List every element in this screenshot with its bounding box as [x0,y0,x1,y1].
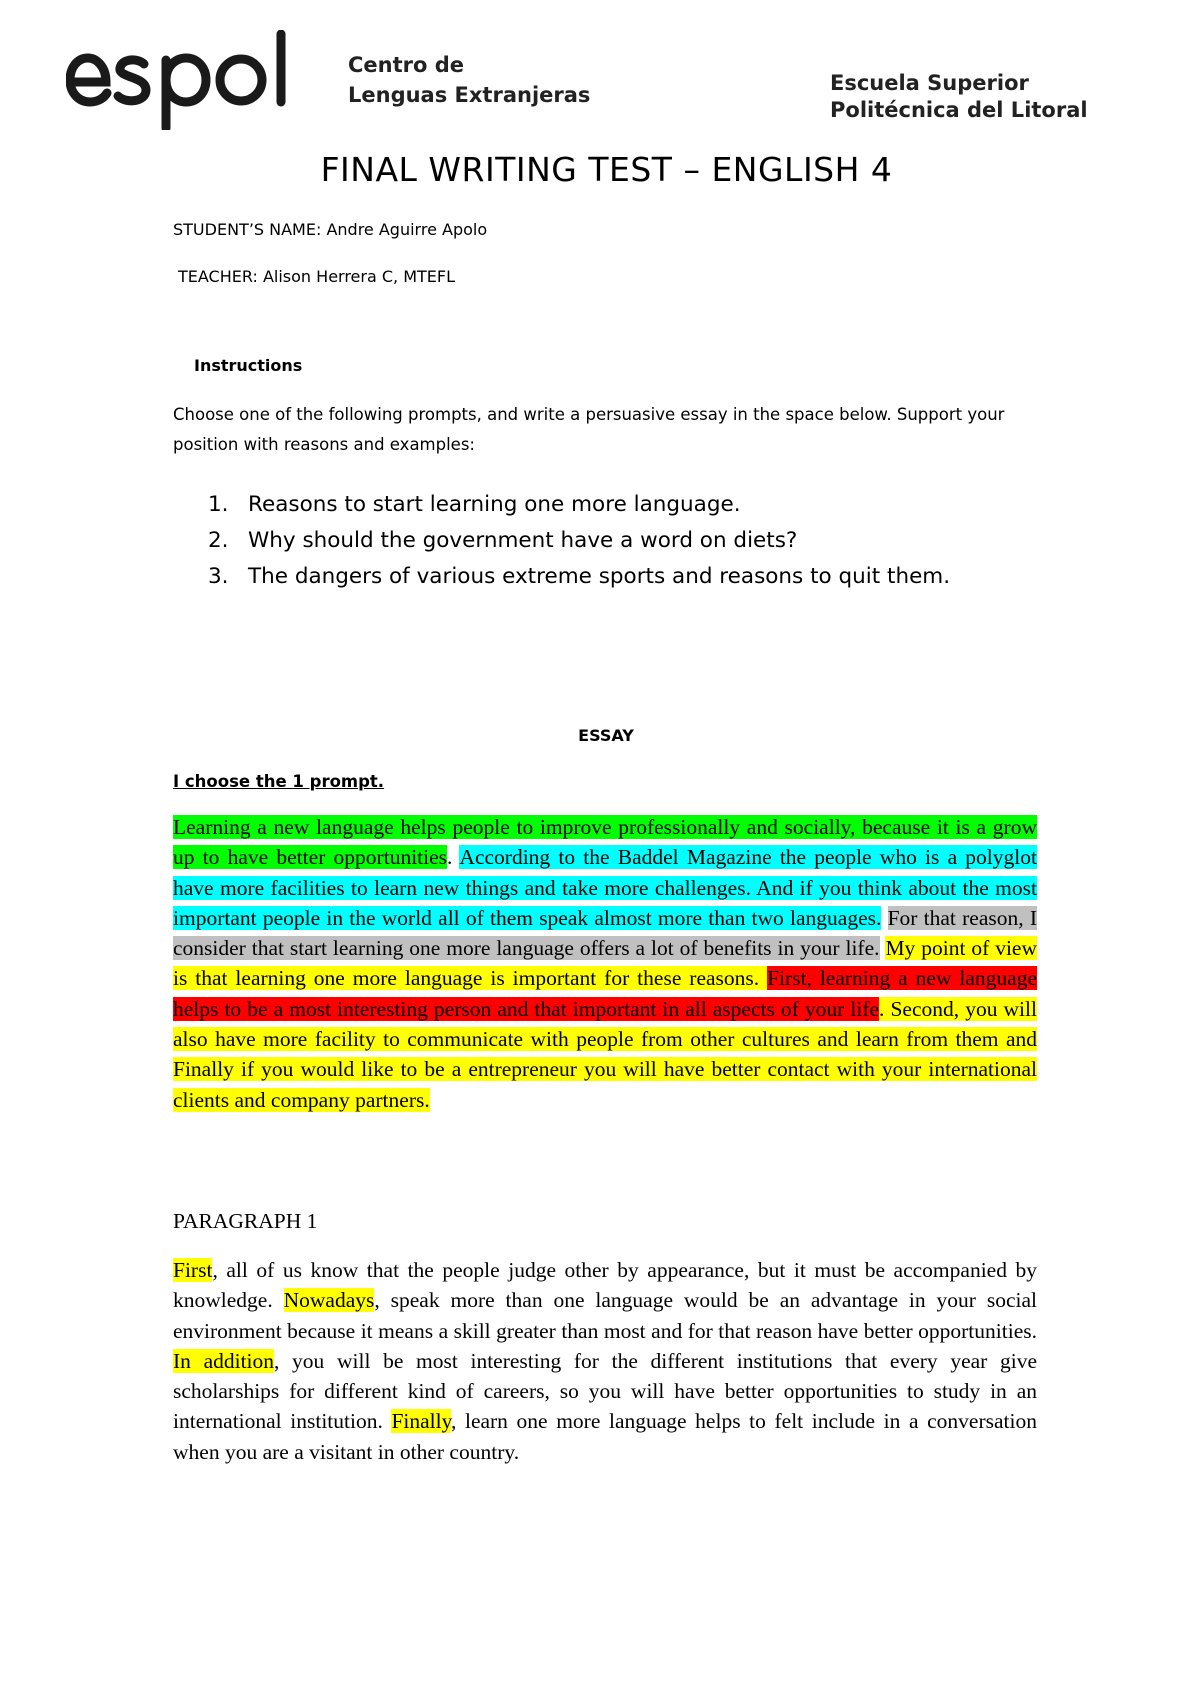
essay-segment: . [447,845,460,870]
prompt-number: 2. [208,528,229,553]
center-name [348,50,590,110]
essay-segment: Learning a new language helps people to improve professionally and socially, because it is a grow up to have better opportunities [173,815,1037,870]
prompt-choice: I choose the 1 prompt. [173,772,385,791]
instructions-heading: Instructions [194,356,303,375]
student-name-value: Andre Aguirre Apolo [326,220,488,239]
prompt-text: Reasons to start learning one more language. [248,492,741,517]
essay-segment: . Second, you will also have more facility to communicate with people from other cultures and learn from them and Finally if you would like to be a entrepreneur you will have better contact with your international clients and company partners. [173,996,1037,1112]
page-title: FINAL WRITING TEST – ENGLISH 4 [320,150,893,189]
school-name [830,70,1088,124]
paragraph-segment: , all of us know that the people judge other by appearance, but it must be accompanied by knowledge. [173,1258,1037,1313]
school-name-line2: Politécnica del Litoral [830,98,1088,122]
center-name-line1: Centro de [348,53,465,77]
essay-segment: My point of view is that learning one more language is important for these reasons. [173,936,1037,991]
essay-heading: ESSAY [578,726,634,745]
prompt-list [208,487,1088,595]
teacher-name [178,267,455,286]
espol-logo [66,30,296,130]
list-item [208,523,1088,559]
prompt-text: The dangers of various extreme sports and reasons to quit them. [248,564,951,589]
student-name [173,220,487,239]
prompt-number: 3. [208,564,229,589]
paragraph-segment: In addition [173,1348,275,1373]
teacher-value: Alison Herrera C, MTEFL [262,267,456,286]
paragraph-segment: , speak more than one language would be an advantage in your social environment because it means a skill greater than most and for that reason have better opportunities. [173,1288,1037,1343]
essay-segment: First, learning a new language helps to be a most interesting person and that important in all aspects of your life [173,966,1037,1021]
paragraph-segment: , learn one more language helps to felt include in a conversation when you are a visitant in other country. [173,1409,1037,1464]
paragraph-1 [173,1255,1037,1467]
school-name-line1: Escuela Superior [830,71,1029,95]
paragraph-segment: First [173,1258,213,1282]
essay-segment: According to the Baddel Magazine the people who is a polyglot have more facilities to learn new things and take more challenges. And if you think about the most important people in the world all of them speak almost more than two languages. [173,845,1037,930]
prompt-number: 1. [208,492,229,517]
essay-introduction [173,812,1037,1115]
paragraph-segment: Nowadays [283,1288,375,1313]
center-name-line2: Lenguas Extranjeras [348,83,591,107]
essay-segment: For that reason, I consider that start learning one more language offers a lot of benefits in your life. [173,905,1037,961]
instructions-text: Choose one of the following prompts, and write a persuasive essay in the space below. Support your position with reasons and examples: [173,405,1005,454]
paragraph-1-heading: PARAGRAPH 1 [173,1209,318,1233]
prompt-text: Why should the government have a word on diets? [248,528,798,553]
paragraph-segment: , you will be most interesting for the different institutions that every year give scholarships for different kind of careers, so you will have better opportunities to study in an international institution. [173,1348,1037,1434]
list-item [208,559,1088,595]
paragraph-segment: Finally [391,1409,451,1434]
essay-segment [881,906,887,930]
teacher-label: TEACHER: [178,267,258,286]
page-header [0,0,1200,140]
list-item [208,487,1088,523]
student-name-label: STUDENT’S NAME: [173,220,322,239]
